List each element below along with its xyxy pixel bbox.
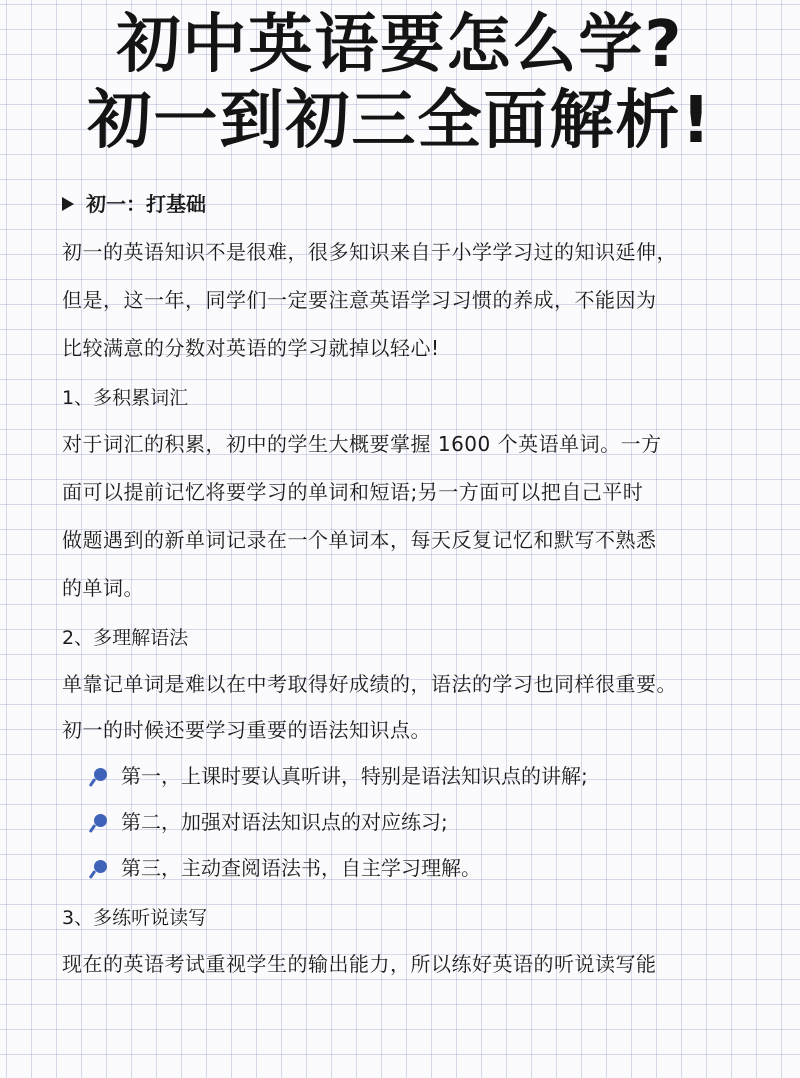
grammar-bullet-2 bbox=[94, 808, 448, 836]
item-heading-skills: 3、多练听说读写 bbox=[62, 907, 208, 929]
arrow-right-icon bbox=[62, 197, 74, 211]
grammar-line-1: 单靠记单词是难以在中考取得好成绩的，语法的学习也同样很重要。 bbox=[62, 672, 677, 696]
intro-line-3: 比较满意的分数对英语的学习就掉以轻心! bbox=[62, 336, 440, 360]
bullet-text: 第三，主动查阅语法书，自主学习理解。 bbox=[121, 856, 481, 880]
vocabulary-line-2: 面可以提前记忆将要学习的单词和短语;另一方面可以把自己平时 bbox=[62, 480, 644, 504]
pushpin-icon bbox=[94, 860, 107, 873]
grammar-bullet-3 bbox=[94, 854, 481, 882]
pushpin-icon bbox=[94, 814, 107, 827]
section-heading-grade-1 bbox=[62, 190, 206, 218]
pushpin-icon bbox=[94, 768, 107, 781]
page-title-line-1: 初中英语要怎么学? bbox=[116, 8, 684, 82]
grammar-line-2: 初一的时候还要学习重要的语法知识点。 bbox=[62, 718, 431, 742]
bullet-text: 第二，加强对语法知识点的对应练习; bbox=[121, 810, 448, 834]
skills-line-1: 现在的英语考试重视学生的输出能力，所以练好英语的听说读写能 bbox=[62, 952, 657, 976]
item-heading-grammar: 2、多理解语法 bbox=[62, 627, 189, 649]
page-title-line-2: 初一到初三全面解析! bbox=[87, 84, 713, 158]
intro-line-1: 初一的英语知识不是很难，很多知识来自于小学学习过的知识延伸， bbox=[62, 240, 677, 264]
vocabulary-line-3: 做题遇到的新单词记录在一个单词本，每天反复记忆和默写不熟悉 bbox=[62, 528, 657, 552]
grammar-bullet-1 bbox=[94, 762, 588, 790]
item-heading-vocabulary: 1、多积累词汇 bbox=[62, 387, 189, 409]
section-heading-text: 初一：打基础 bbox=[86, 192, 206, 216]
vocabulary-line-1: 对于词汇的积累，初中的学生大概要掌握 1600 个英语单词。一方 bbox=[62, 432, 662, 456]
bullet-text: 第一，上课时要认真听讲，特别是语法知识点的讲解; bbox=[121, 764, 588, 788]
intro-line-2: 但是，这一年，同学们一定要注意英语学习习惯的养成，不能因为 bbox=[62, 288, 657, 312]
vocabulary-line-4: 的单词。 bbox=[62, 576, 144, 600]
